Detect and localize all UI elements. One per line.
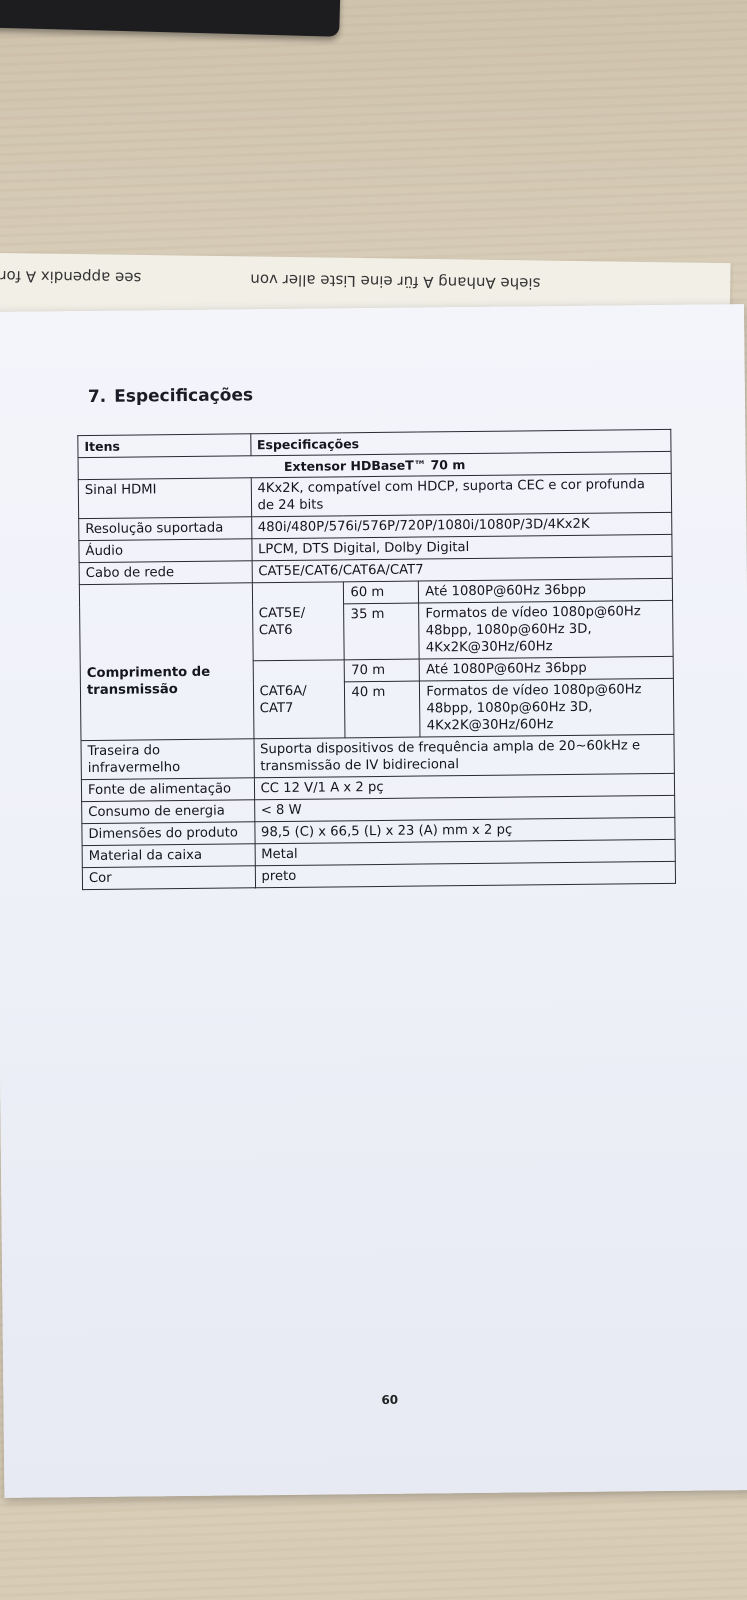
row-value: Suporta dispositivos de frequência ampla de 20~60kHz e transmissão de IV bidirecional [254, 734, 675, 777]
cable-type: CAT6A/ CAT7 [253, 660, 346, 739]
cable-description: Formatos de vídeo 1080p@60Hz 48bpp, 1080p@60Hz 3D, 4Kx2K@30Hz/60Hz [420, 678, 674, 737]
header-specs: Especificações [250, 429, 671, 455]
section-number: 7. [87, 386, 107, 407]
row-label: Dimensões do produto [82, 822, 255, 846]
transmission-label: Comprimento de transmissão [79, 583, 253, 741]
row-value: CC 12 V/1 A x 2 pç [254, 773, 675, 799]
row-label: Traseira do infravermelho [81, 739, 254, 780]
row-value: 98,5 (C) x 66,5 (L) x 23 (A) mm x 2 pç [254, 817, 675, 843]
cable-description: Até 1080P@60Hz 36bpp [419, 656, 673, 681]
dark-object [0, 0, 341, 37]
row-label: Áudio [79, 539, 252, 563]
row-label: Cor [82, 866, 255, 890]
cable-length: 60 m [344, 581, 419, 604]
cable-length: 40 m [345, 681, 420, 738]
table-row [81, 734, 674, 779]
row-label: Fonte de alimentação [81, 778, 254, 802]
background-text-english: see appendix A for [0, 266, 142, 287]
row-label: Consumo de energia [82, 800, 255, 824]
row-value: preto [255, 861, 676, 887]
document-page [0, 304, 747, 1498]
specifications-table [77, 429, 676, 890]
cable-description: Até 1080P@60Hz 36bpp [419, 578, 673, 603]
cable-length: 70 m [345, 659, 420, 682]
table-row [78, 473, 671, 518]
section-title-text: Especificações [114, 385, 254, 407]
row-value: LPCM, DTS Digital, Dolby Digital [251, 534, 672, 560]
row-label: Material da caixa [82, 844, 255, 868]
row-label: Sinal HDMI [78, 478, 251, 519]
header-items: Itens [78, 434, 251, 458]
row-value: CAT5E/CAT6/CAT6A/CAT7 [252, 556, 673, 582]
cable-length: 35 m [344, 603, 419, 660]
row-value: Metal [255, 839, 676, 865]
section-title [88, 385, 253, 407]
row-value: 4Kx2K, compatível com HDCP, suporta CEC e cor profunda de 24 bits [251, 473, 672, 516]
page-number: 60 [381, 1392, 399, 1407]
row-value: < 8 W [254, 795, 675, 821]
product-name: Extensor HDBaseT™ 70 m [78, 451, 671, 479]
row-label: Resolução suportada [79, 517, 252, 541]
cable-description: Formatos de vídeo 1080p@60Hz 48bpp, 1080p@60Hz 3D, 4Kx2K@30Hz/60Hz [419, 600, 673, 659]
row-label: Cabo de rede [79, 561, 252, 585]
background-text-german: siehe Anhang A für eine Liste aller von [250, 270, 541, 293]
row-value: 480i/480P/576i/576P/720P/1080i/1080P/3D/4Kx2K [251, 512, 672, 538]
cable-type: CAT5E/ CAT6 [252, 582, 345, 661]
